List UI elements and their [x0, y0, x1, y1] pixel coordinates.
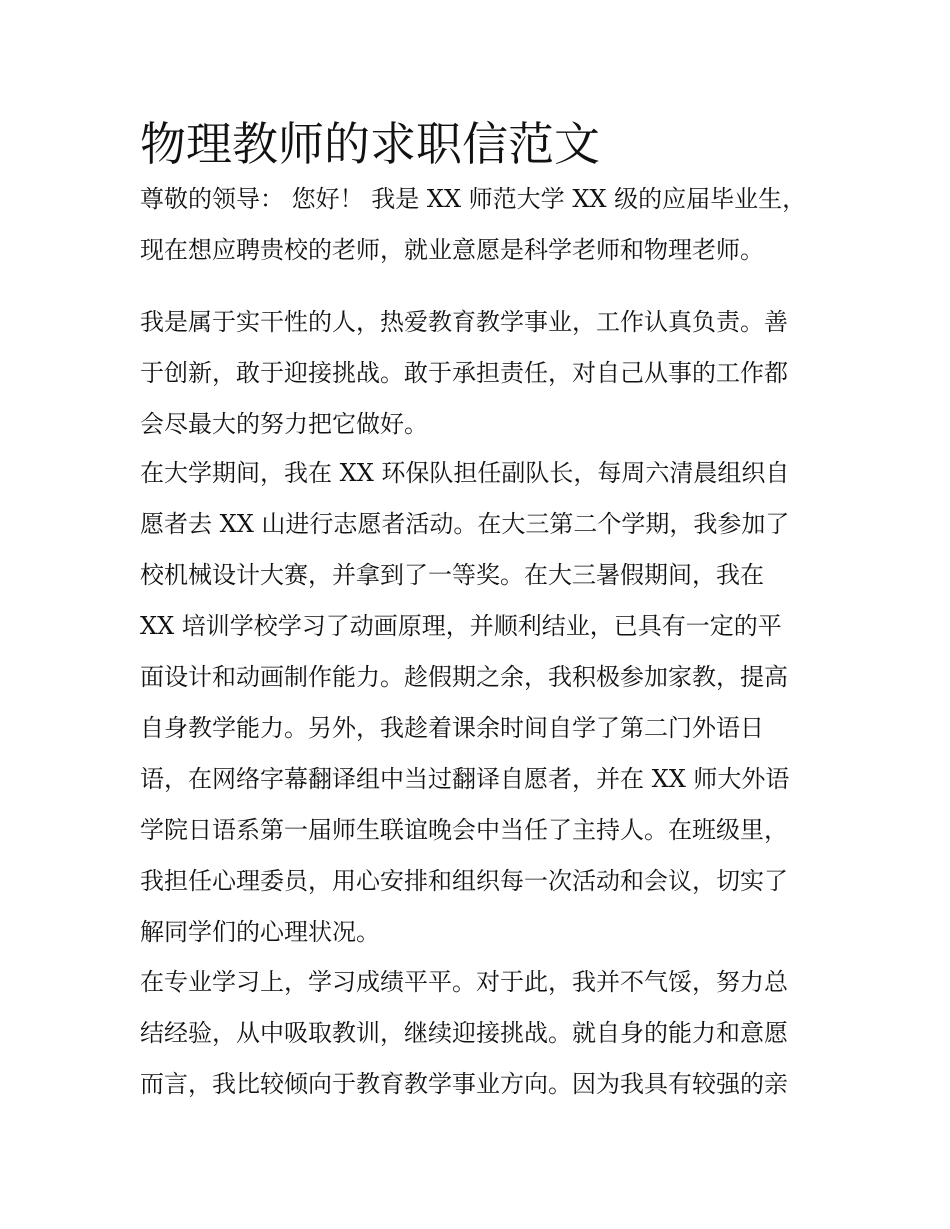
body-line: 自身教学能力。另外，我趁着课余时间自学了第二门外语日 [140, 714, 764, 742]
body-line: 会尽最大的努力把它做好。 [140, 410, 428, 438]
document-title: 物理教师的求职信范文 [140, 117, 600, 171]
body-line: 于创新，敢于迎接挑战。敢于承担责任，对自己从事的工作都 [140, 359, 788, 387]
body-line: 解同学们的心理状况。 [140, 918, 380, 946]
body-line: 在大学期间，我在 XX 环保队担任副队长，每周六清晨组织自 [140, 459, 790, 487]
body-line: XX 培训学校学习了动画原理，并顺利结业，已具有一定的平 [140, 612, 782, 640]
body-line: 结经验，从中吸取教训，继续迎接挑战。就自身的能力和意愿 [140, 1019, 788, 1047]
body-line: 我是属于实干性的人，热爱教育教学事业，工作认真负责。善 [140, 308, 788, 336]
body-line: 现在想应聘贵校的老师，就业意愿是科学老师和物理老师。 [140, 236, 764, 264]
body-line: 愿者去 XX 山进行志愿者活动。在大三第二个学期，我参加了 [140, 510, 790, 538]
body-line: 校机械设计大赛，并拿到了一等奖。在大三暑假期间，我在 [140, 561, 764, 589]
body-line: 面设计和动画制作能力。趁假期之余，我积极参加家教，提高 [140, 663, 788, 691]
body-line: 学院日语系第一届师生联谊晚会中当任了主持人。在班级里， [140, 816, 788, 844]
body-line: 在专业学习上，学习成绩平平。对于此，我并不气馁，努力总 [140, 968, 788, 996]
body-line: 而言，我比较倾向于教育教学事业方向。因为我具有较强的亲 [140, 1070, 788, 1098]
body-line: 尊敬的领导： 您好！ 我是 XX 师范大学 XX 级的应届毕业生， [140, 185, 807, 213]
body-line: 语，在网络字幕翻译组中当过翻译自愿者，并在 XX 师大外语 [140, 765, 790, 793]
body-line: 我担任心理委员，用心安排和组织每一次活动和会议，切实了 [140, 867, 788, 895]
